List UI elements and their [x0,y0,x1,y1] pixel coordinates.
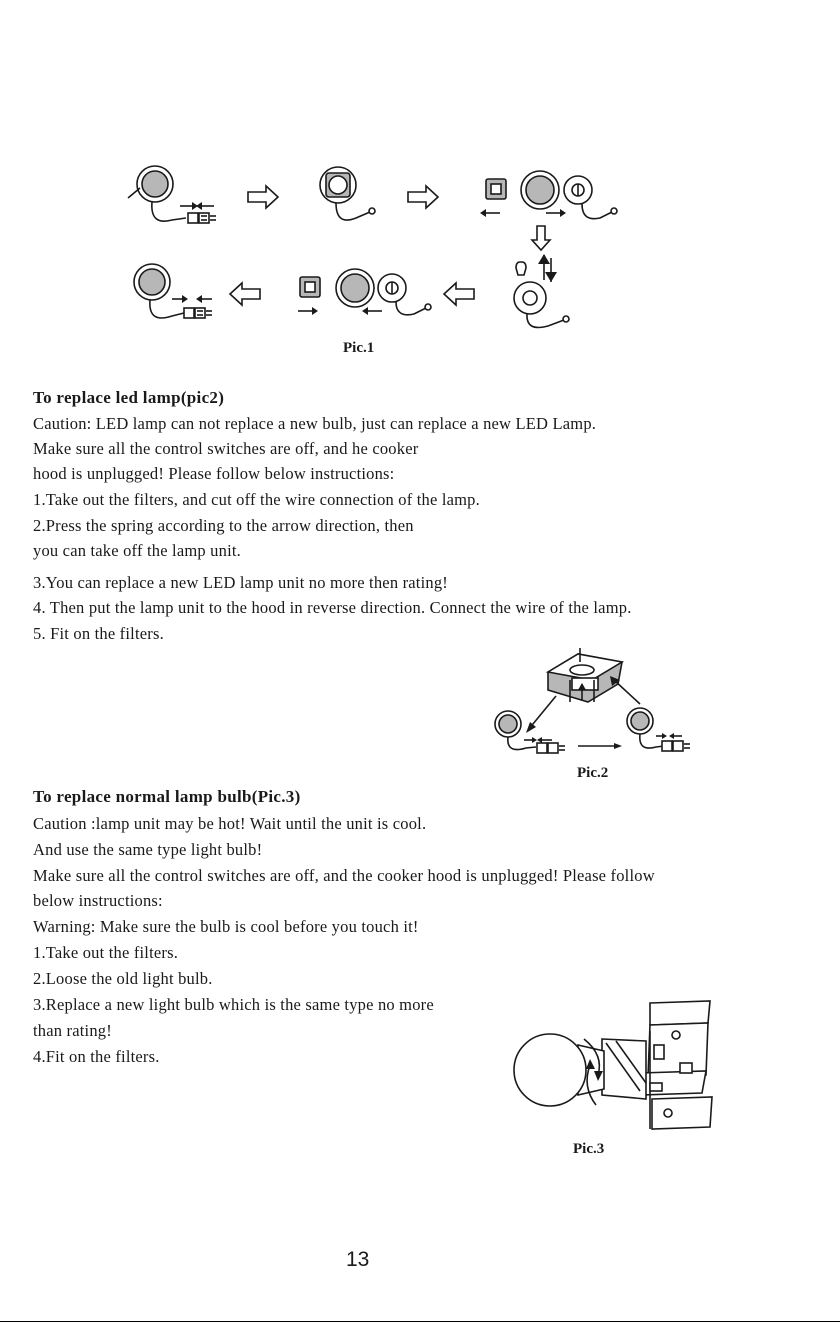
normal-line-4: below instructions: [33,891,163,910]
led-line-1: Caution: LED lamp can not replace a new bulb, just can replace a new LED Lamp. [33,414,597,433]
pic3-diagram [0,995,840,1155]
normal-line-9: than rating! [33,1021,112,1040]
normal-section-title: To replace normal lamp bulb(Pic.3) [33,787,301,806]
bottom-rule [0,1321,840,1322]
pic2-lamp-right [627,708,690,751]
normal-line-3: Make sure all the control switches are off, and the cooker hood is unplugged! Please follow [33,866,655,885]
pic2-hood-housing [548,648,622,702]
normal-line-6: 1.Take out the filters. [33,943,179,962]
pic2-caption: Pic.2 [577,765,609,781]
led-line-9: 5. Fit on the filters. [33,624,164,643]
pic1-lamp-3 [480,171,617,219]
pic1-lamp-6 [134,264,212,318]
normal-line-7: 2.Loose the old light bulb. [33,969,213,988]
led-line-7: 3.You can replace a new LED lamp unit no more then rating! [33,573,448,592]
normal-line-5: Warning: Make sure the bulb is cool before you touch it! [33,917,419,936]
led-line-2: Make sure all the control switches are off, and he cooker [33,439,419,458]
led-line-4: 1.Take out the filters, and cut off the wire connection of the lamp. [33,490,480,509]
led-line-5: 2.Press the spring according to the arrow direction, then [33,516,414,535]
pic3-bulb-holder [514,1001,712,1129]
led-line-3: hood is unplugged! Please follow below instructions: [33,464,395,483]
pic2-diagram [0,640,840,780]
led-section-title: To replace led lamp(pic2) [33,388,225,407]
normal-line-1: Caution :lamp unit may be hot! Wait until the unit is cool. [33,814,427,833]
pic1-lamp-1 [128,166,216,223]
pic1-diagram [0,0,840,340]
pic1-lamp-4 [514,254,569,328]
led-line-6: you can take off the lamp unit. [33,541,241,560]
pic3-caption: Pic.3 [573,1141,605,1157]
pic1-lamp-2 [320,167,375,220]
normal-line-2: And use the same type light bulb! [33,840,263,859]
pic2-lamp-left [495,711,565,753]
normal-line-10: 4.Fit on the filters. [33,1047,160,1066]
pic1-caption: Pic.1 [343,340,375,356]
page-number: 13 [346,1248,370,1271]
led-line-8: 4. Then put the lamp unit to the hood in reverse direction. Connect the wire of the lamp. [33,598,632,617]
normal-line-8: 3.Replace a new light bulb which is the same type no more [33,995,434,1014]
pic1-lamp-5 [298,269,431,315]
